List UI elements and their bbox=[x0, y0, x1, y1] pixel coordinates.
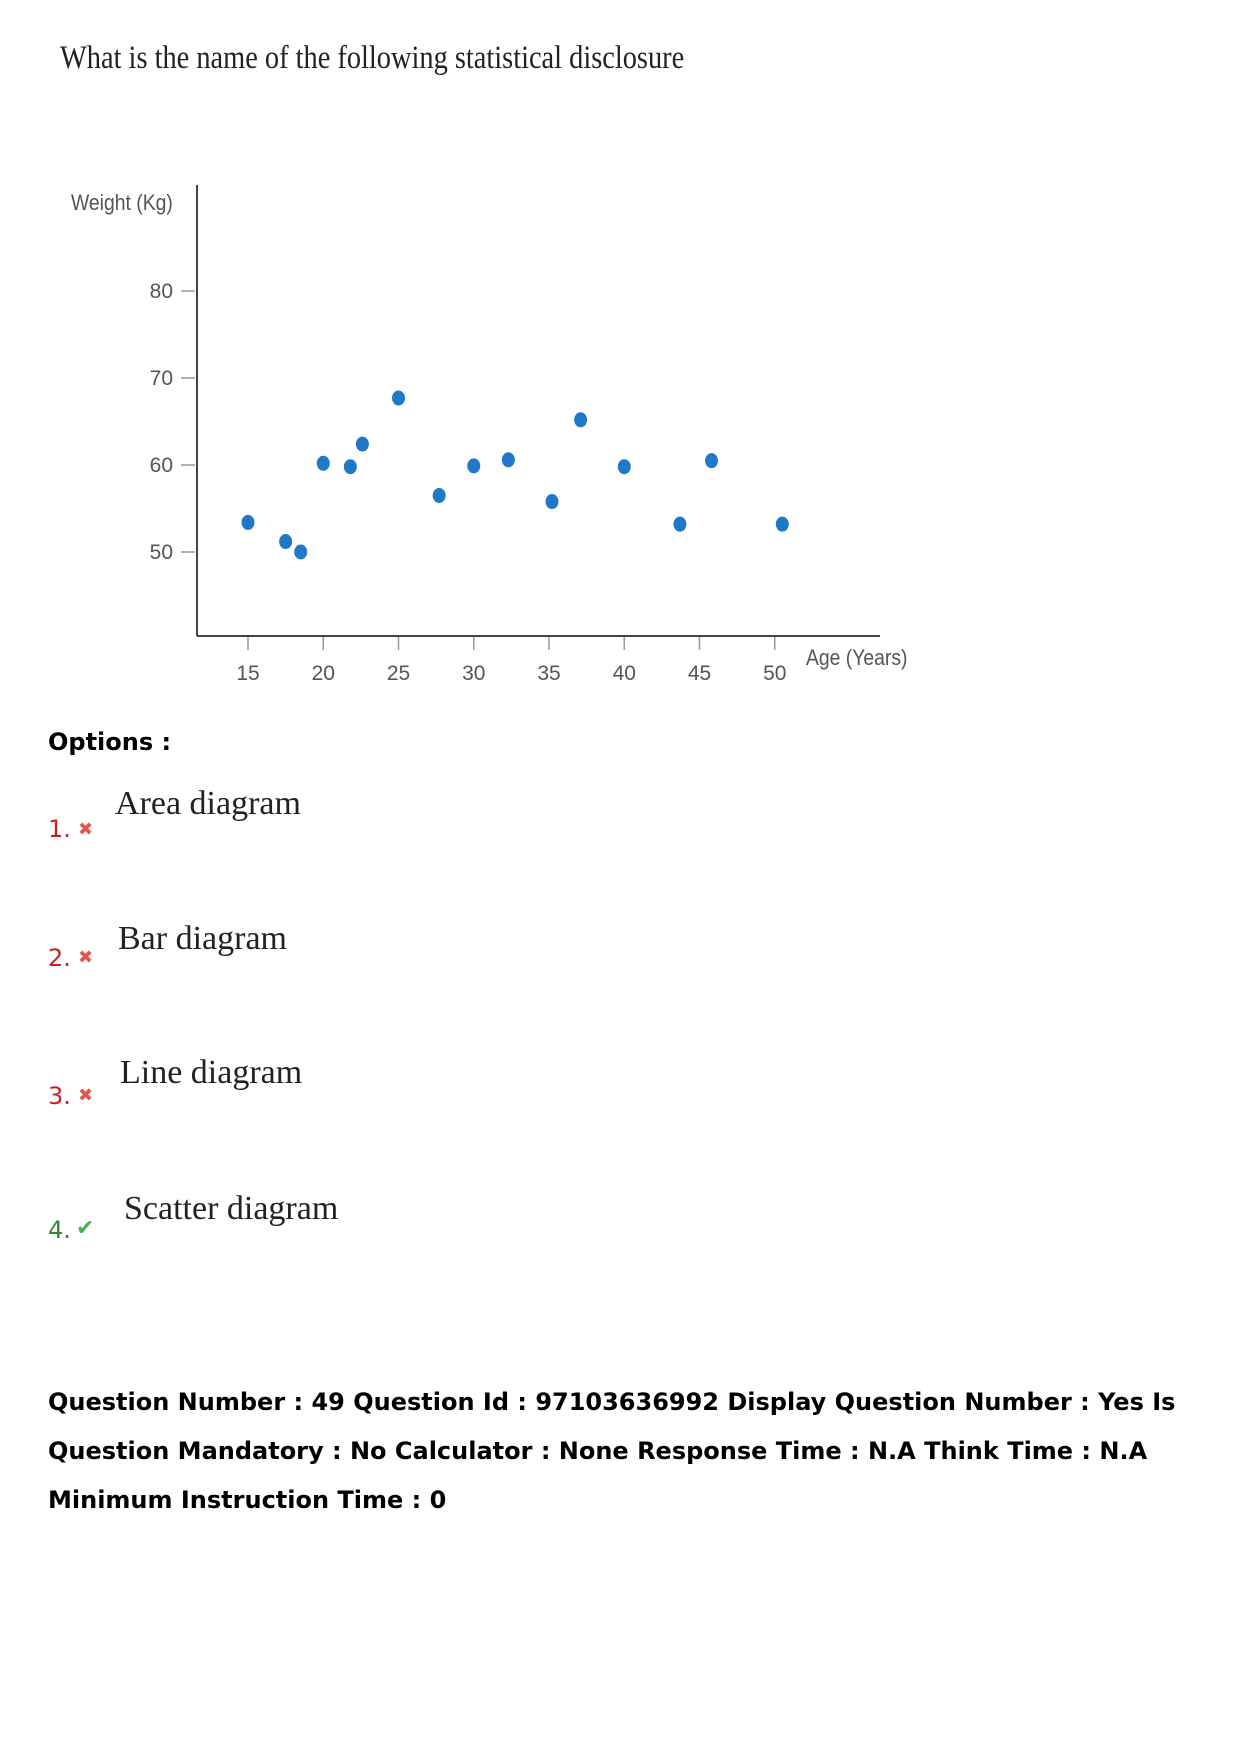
y-tick-label: 80 bbox=[149, 280, 173, 303]
scatter-chart bbox=[0, 0, 1240, 720]
scatter-point bbox=[618, 459, 631, 474]
option-number: 1. bbox=[48, 815, 71, 843]
x-axis-label: Age (Years) bbox=[806, 645, 908, 671]
scatter-point bbox=[467, 458, 480, 473]
cross-icon: ✖ bbox=[78, 819, 94, 840]
x-tick-label: 25 bbox=[386, 662, 411, 685]
cross-icon: ✖ bbox=[78, 1085, 94, 1106]
y-tick-label: 70 bbox=[149, 367, 173, 390]
x-tick-label: 40 bbox=[612, 662, 636, 685]
scatter-point bbox=[673, 517, 686, 532]
scatter-point bbox=[279, 534, 292, 549]
option-number: 4. bbox=[48, 1216, 71, 1244]
option-number: 3. bbox=[48, 1082, 71, 1110]
check-icon: ✔ bbox=[76, 1216, 95, 1241]
option-text: Area diagram bbox=[115, 785, 301, 822]
x-tick-label: 20 bbox=[311, 662, 335, 685]
scatter-point bbox=[294, 545, 307, 560]
x-tick-label: 15 bbox=[236, 662, 260, 685]
options-label: Options : bbox=[48, 728, 172, 756]
y-tick-label: 50 bbox=[149, 541, 173, 564]
scatter-point bbox=[705, 453, 718, 468]
chart-axes bbox=[150, 185, 880, 685]
option-text: Scatter diagram bbox=[124, 1190, 339, 1227]
scatter-point bbox=[242, 515, 255, 530]
scatter-point bbox=[502, 452, 515, 467]
x-tick-label: 30 bbox=[462, 662, 486, 685]
scatter-point bbox=[776, 517, 789, 532]
option-number: 2. bbox=[48, 944, 71, 972]
x-tick-label: 50 bbox=[763, 662, 787, 685]
x-tick-label: 45 bbox=[687, 662, 712, 685]
scatter-point bbox=[546, 494, 559, 509]
y-tick-label: 60 bbox=[149, 454, 173, 477]
scatter-point bbox=[344, 459, 357, 474]
scatter-point bbox=[356, 437, 369, 452]
y-axis-label: Weight (Kg) bbox=[71, 190, 173, 216]
cross-icon: ✖ bbox=[78, 947, 94, 968]
scatter-point bbox=[392, 391, 405, 406]
question-metadata: Question Number : 49 Question Id : 97103636992 Display Question Number : Yes Is Question Mandatory : No Calculator : None Response Time : N.A Think Time : N.A Minimum Instruction Time : 0 bbox=[48, 1388, 1176, 1514]
chart-points bbox=[242, 391, 789, 560]
x-tick-label: 35 bbox=[537, 662, 561, 685]
scatter-point bbox=[433, 488, 446, 503]
scatter-point bbox=[317, 456, 330, 471]
option-text: Line diagram bbox=[120, 1054, 303, 1091]
scatter-point bbox=[574, 412, 587, 427]
option-text: Bar diagram bbox=[118, 920, 287, 957]
question-text: What is the name of the following statistical disclosure bbox=[60, 40, 685, 76]
